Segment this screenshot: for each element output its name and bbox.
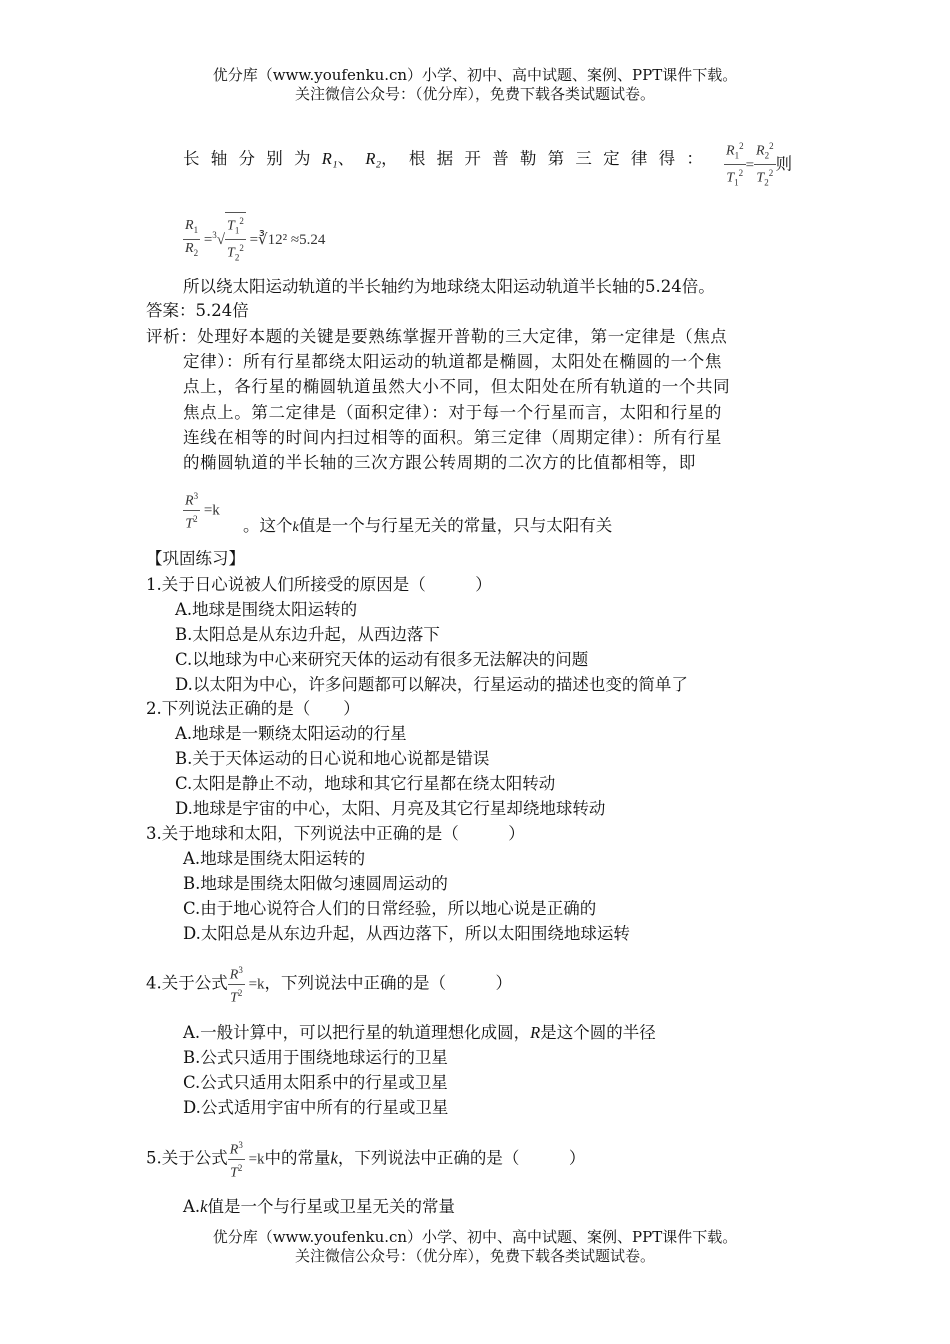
answer-line: 答案：5.24倍 <box>146 301 249 320</box>
question-2-option-c: C.太阳是静止不动，地球和其它行星都在绕太阳转动 <box>175 774 556 793</box>
header-line-1: 优分库（www.youfenku.cn）小学、初中、高中试题、案例、PPT课件下载。 <box>212 66 738 84</box>
question-1-option-b: B.太阳总是从东边升起，从西边落下 <box>175 625 440 644</box>
solution-text-1: 长 轴 分 别 为 <box>183 149 314 168</box>
question-4-option-d: D.公式适用宇宙中所有的行星或卫星 <box>183 1098 449 1117</box>
analysis-line-1: 评析：处理好本题的关键是要熟练掌握开普勒的三大定律，第一定律是（焦点 <box>146 327 728 346</box>
practice-heading: 【巩固练习】 <box>146 549 245 568</box>
analysis-line-7-text <box>243 515 612 539</box>
question-4-option-a-text2: 是这个圆的半径 <box>540 1023 656 1042</box>
page-header <box>0 66 950 104</box>
question-4-option-a <box>183 1022 656 1044</box>
question-5-option-a-text: 值是一个与行星或卫星无关的常量 <box>207 1197 455 1216</box>
question-3-option-d: D.太阳总是从东边升起，从西边落下，所以太阳围绕地球运转 <box>183 924 630 943</box>
header-line-2: 关注微信公众号：（优分库），免费下载各类试题试卷。 <box>294 85 655 103</box>
page-footer <box>0 1228 950 1266</box>
fraction-r1-r2: $\frac{R_1}{R_2}$ <box>185 218 199 258</box>
separator: 、 <box>337 149 358 168</box>
r2-symbol: R₂ <box>365 149 382 168</box>
k-symbol: k <box>292 520 299 535</box>
analysis-text-7b: 值是一个与行星无关的常量，只与太阳有关 <box>298 516 613 535</box>
question-1-option-c: C.以地球为中心来研究天体的运动有很多无法解决的问题 <box>175 650 589 669</box>
kepler-equation: $\frac{R_1^2}{T_1^2}$ = $\frac{R_2^2}{T_2^2}$ 则 <box>724 138 792 192</box>
question-4-stem-a: 4.关于公式 <box>146 973 228 993</box>
question-5-stem: 5.关于公式 $\frac{R^3}{T^2}$ =k中的常量k，下列说法中正确的是（ ） <box>146 1137 585 1181</box>
question-2-option-b: B.关于天体运动的日心说和地心说都是错误 <box>175 749 490 768</box>
question-2-option-a: A.地球是一颗绕太阳运动的行星 <box>175 724 407 743</box>
r-symbol: R <box>530 1023 541 1042</box>
fraction-r1-t1: $\frac{R_1^2}{T_1^2}$ <box>724 138 746 192</box>
conclusion-line: 所以绕太阳运动轨道的半长轴约为地球绕太阳运动轨道半长轴的5.24倍。 <box>183 277 715 296</box>
question-5-option-a-prefix: A. <box>183 1197 201 1216</box>
q4-formula-fraction: $\frac{R^3}{T^2}$ <box>228 962 245 1006</box>
question-5-option-a <box>183 1196 455 1218</box>
q5-option-k-symbol: k <box>200 1197 208 1216</box>
question-3-option-a: A.地球是围绕太阳运转的 <box>183 849 366 868</box>
question-5-stem-c: ，下列说法中正确的是（ ） <box>337 1148 586 1168</box>
solution-text-1b: ， 根 据 开 普 勒 第 三 定 律 得 ： <box>381 149 706 168</box>
analysis-line-3: 点上，各行星的椭圆轨道虽然大小不同，但太阳处在所有轨道的一个共同 <box>183 377 731 396</box>
question-5-stem-b: 中的常量 <box>264 1148 331 1168</box>
question-4-stem-b: ，下列说法中正确的是（ ） <box>264 973 513 993</box>
question-2-stem: 2.下列说法正确的是（ ） <box>146 699 360 718</box>
question-4-option-a-text1: A.一般计算中，可以把行星的轨道理想化成圆， <box>183 1023 531 1042</box>
question-4-stem: 4.关于公式 $\frac{R^3}{T^2}$ =k，下列说法中正确的是（ ） <box>146 962 512 1006</box>
analysis-line-2: 定律）：所有行星都绕太阳运动的轨道都是椭圆，太阳处在椭圆的一个焦 <box>183 352 722 371</box>
analysis-line-5: 连线在相等的时间内扫过相等的面积。第三定律（周期定律）：所有行星 <box>183 428 722 447</box>
question-3-option-b: B.地球是围绕太阳做匀速圆周运动的 <box>183 874 448 893</box>
question-1-option-a: A.地球是围绕太阳运转的 <box>175 600 358 619</box>
question-3-option-c: C.由于地心说符合人们的日常经验，所以地心说是正确的 <box>183 899 597 918</box>
question-1-stem: 1.关于日心说被人们所接受的原因是（ ） <box>146 575 492 594</box>
question-2-option-d: D.地球是宇宙的中心，太阳、月亮及其它行星却绕地球转动 <box>175 799 606 818</box>
footer-line-2: 关注微信公众号：（优分库），免费下载各类试题试卷。 <box>294 1247 655 1265</box>
cube-root-value: ∛12² <box>258 231 288 248</box>
ratio-equation: $\frac{R_1}{R_2}$ =$^3$√ $\frac{T_1^2}{T_2^2}$ =∛12² ≈5.24 <box>183 212 325 267</box>
analysis-line-7: $\frac{R^3}{T^2}$ =k <box>183 488 220 532</box>
analysis-line-4: 焦点上。第二定律是（面积定律）：对于每一个行星而言，太阳和行星的 <box>183 403 722 422</box>
question-5-stem-a: 5.关于公式 <box>146 1148 228 1168</box>
then-word: 则 <box>775 154 793 174</box>
fraction-r2-t2: $\frac{R_2^2}{T_2^2}$ <box>754 138 776 192</box>
footer-line-1: 优分库（www.youfenku.cn）小学、初中、高中试题、案例、PPT课件下载。 <box>212 1228 738 1246</box>
question-4-option-c: C.公式只适用太阳系中的行星或卫星 <box>183 1073 448 1092</box>
q5-k-symbol: k <box>330 1148 338 1168</box>
fraction-t1-t2: $\frac{T_1^2}{T_2^2}$ <box>225 212 246 267</box>
question-3-stem: 3.关于地球和太阳，下列说法中正确的是（ ） <box>146 824 525 843</box>
fraction-r3-t2: $\frac{R^3}{T^2}$ <box>183 488 200 532</box>
solution-line-1 <box>183 148 706 170</box>
q5-formula-fraction: $\frac{R^3}{T^2}$ <box>228 1137 245 1181</box>
r1-symbol: R₁ <box>321 149 338 168</box>
approx-result: ≈5.24 <box>290 231 326 248</box>
question-4-option-b: B.公式只适用于围绕地球运行的卫星 <box>183 1048 448 1067</box>
question-1-option-d: D.以太阳为中心，许多问题都可以解决，行星运动的描述也变的简单了 <box>175 675 688 694</box>
analysis-line-6: 的椭圆轨道的半长轴的三次方跟公转周期的二次方的比值都相等，即 <box>183 453 696 472</box>
analysis-text-7a: 。这个 <box>243 516 293 535</box>
